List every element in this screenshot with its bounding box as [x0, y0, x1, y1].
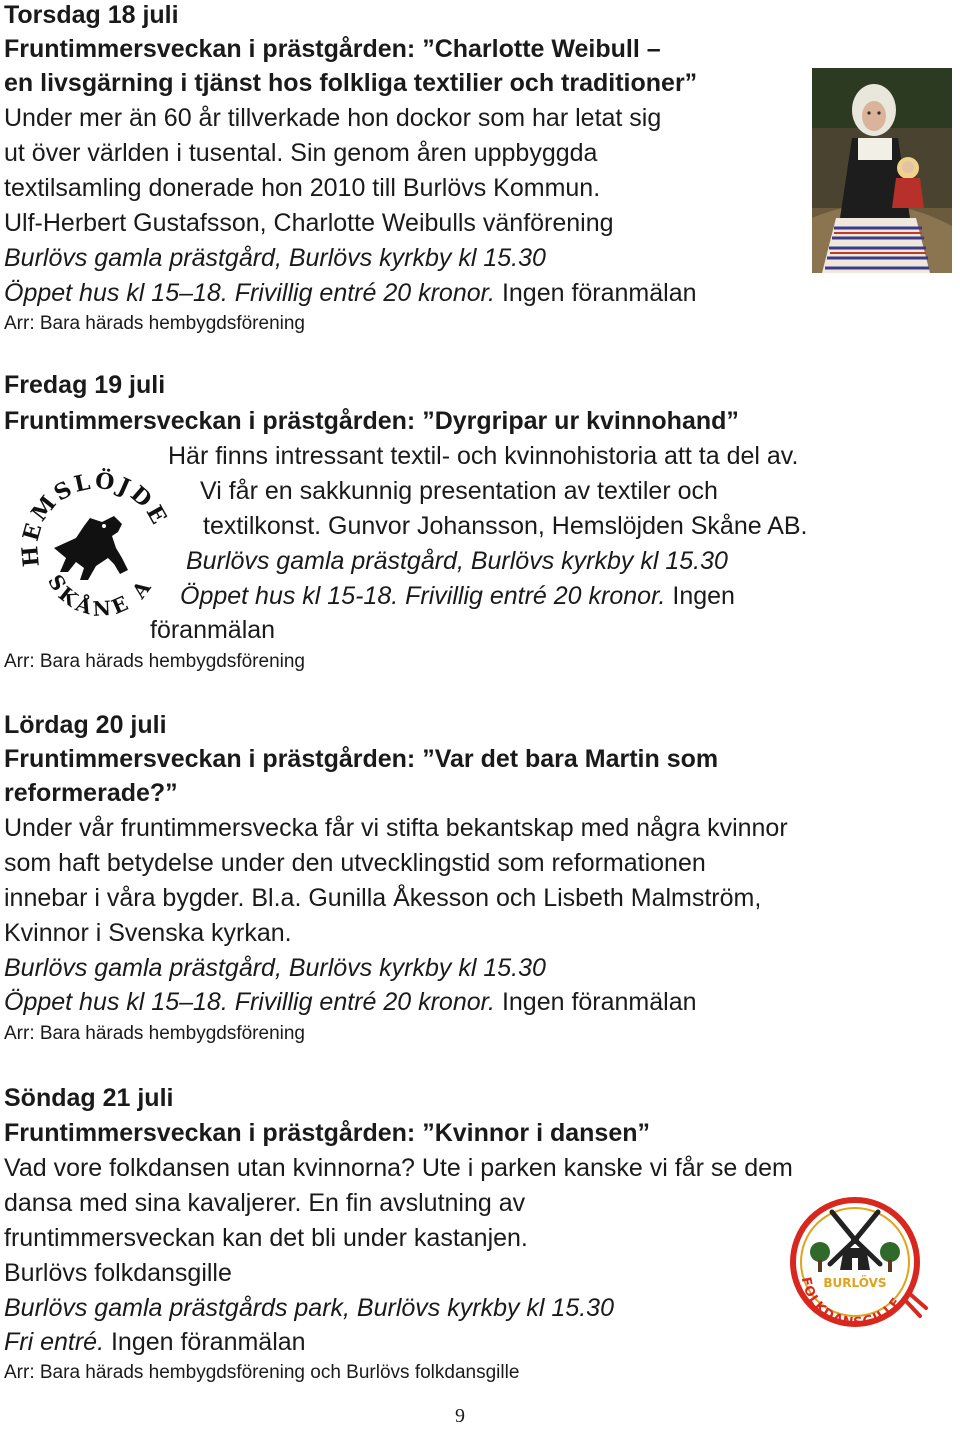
event-1-body-line-2: ut över världen i tusental. Sin genom åren uppbyggda [4, 139, 598, 167]
event-1-open [4, 280, 697, 308]
skane-arc-text: SKÅNE A [43, 570, 158, 621]
event-3-title-line-1: Fruntimmersveckan i prästgården: ”Var det bara Martin som [4, 745, 719, 773]
event-1-arr: Arr: Bara härads hembygdsförening [4, 313, 305, 334]
event-3-body-line-1: Under vår fruntimmersvecka får vi stifta bekantskap med några kvinnor [4, 814, 788, 842]
page-number: 9 [455, 1405, 465, 1427]
event-1-body-line-3: textilsamling donerade hon 2010 till Burlövs Kommun. [4, 174, 601, 202]
burlovs-logo-text: BURLÖVS [823, 1276, 887, 1290]
folkdansgille-emblem [780, 1190, 930, 1335]
event-3-place: Burlövs gamla prästgård, Burlövs kyrkby kl 15.30 [4, 954, 546, 982]
event-4-day: Söndag 21 juli [4, 1084, 174, 1112]
event-1-open-plain: Ingen föranmälan [495, 279, 697, 307]
event-3-body-line-4: Kvinnor i Svenska kyrkan. [4, 919, 292, 947]
event-1-open-italic: Öppet hus kl 15–18. Frivillig entré 20 kronor. [4, 279, 495, 307]
event-3-arr: Arr: Bara härads hembygdsförening [4, 1023, 305, 1044]
event-3-body-line-3: innebar i våra bygder. Bl.a. Gunilla Åkesson och Lisbeth Malmström, [4, 884, 762, 912]
event-1-title-line-2: en livsgärning i tjänst hos folkliga textilier och traditioner” [4, 69, 698, 97]
event-4-body-line-1: Vad vore folkdansen utan kvinnorna? Ute i parken kanske vi får se dem [4, 1154, 793, 1182]
horse-icon [54, 516, 128, 580]
event-2-body-line-3: textilkonst. Gunvor Johansson, Hemslöjden Skåne AB. [203, 512, 808, 540]
event-2-open-plain: Ingen [665, 582, 735, 610]
event-4-open-plain: Ingen föranmälan [104, 1328, 306, 1356]
event-3-open [4, 989, 697, 1017]
event-1-body-line-1: Under mer än 60 år tillverkade hon dockor som har letat sig [4, 104, 662, 132]
charlotte-weibull-photo [812, 68, 952, 273]
event-2-body-line-1: Här finns intressant textil- och kvinnohistoria att ta del av. [168, 442, 799, 470]
hemslojden-arc-text: HEMSLÖJD [18, 467, 159, 568]
event-3-day: Lördag 20 juli [4, 711, 167, 739]
event-1-day: Torsdag 18 juli [4, 1, 179, 29]
event-1-title-line-1: Fruntimmersveckan i prästgården: ”Charlotte Weibull – [4, 35, 661, 63]
event-4-open-italic: Fri entré. [4, 1328, 105, 1356]
event-4-place: Burlövs gamla prästgårds park, Burlövs kyrkby kl 15.30 [4, 1294, 614, 1322]
event-2-arr: Arr: Bara härads hembygdsförening [4, 651, 305, 672]
event-2-open [180, 583, 735, 611]
folkdansgille-arc-text: FOLKDANSGILLE [797, 1275, 905, 1331]
event-4-open [4, 1329, 306, 1357]
event-2-place: Burlövs gamla prästgård, Burlövs kyrkby kl 15.30 [186, 547, 728, 575]
photo-illustration [812, 68, 952, 273]
event-4-arr: Arr: Bara härads hembygdsförening och Burlövs folkdansgille [4, 1362, 520, 1383]
event-2-body-line-2: Vi får en sakkunnig presentation av textiler och [200, 477, 718, 505]
event-3-open-plain: Ingen föranmälan [495, 988, 697, 1016]
event-3-open-italic: Öppet hus kl 15–18. Frivillig entré 20 kronor. [4, 988, 495, 1016]
windmill-icon [830, 1212, 880, 1270]
hemslojden-skane-logo [18, 462, 168, 632]
event-4-body-line-3: fruntimmersveckan kan det bli under kastanjen. [4, 1224, 528, 1252]
event-2-title: Fruntimmersveckan i prästgården: ”Dyrgripar ur kvinnohand” [4, 407, 739, 435]
event-4-title: Fruntimmersveckan i prästgården: ”Kvinnor i dansen” [4, 1119, 650, 1147]
event-2-open-italic: Öppet hus kl 15-18. Frivillig entré 20 kronor. [180, 582, 666, 610]
event-1-place: Burlövs gamla prästgård, Burlövs kyrkby kl 15.30 [4, 244, 546, 272]
burlovs-folkdansgille-logo [780, 1190, 930, 1335]
event-3-title-line-2: reformerade?” [4, 779, 178, 807]
hemslojden-emblem [18, 462, 168, 632]
event-3-body-line-2: som haft betydelse under den utvecklingstid som reformationen [4, 849, 706, 877]
event-2-day: Fredag 19 juli [4, 371, 166, 399]
event-4-body-line-4: Burlövs folkdansgille [4, 1259, 232, 1287]
event-4-body-line-2: dansa med sina kavaljerer. En fin avslutning av [4, 1189, 526, 1217]
event-1-body-line-4: Ulf-Herbert Gustafsson, Charlotte Weibulls vänförening [4, 209, 614, 237]
event-2-open-tail: föranmälan [150, 616, 276, 644]
